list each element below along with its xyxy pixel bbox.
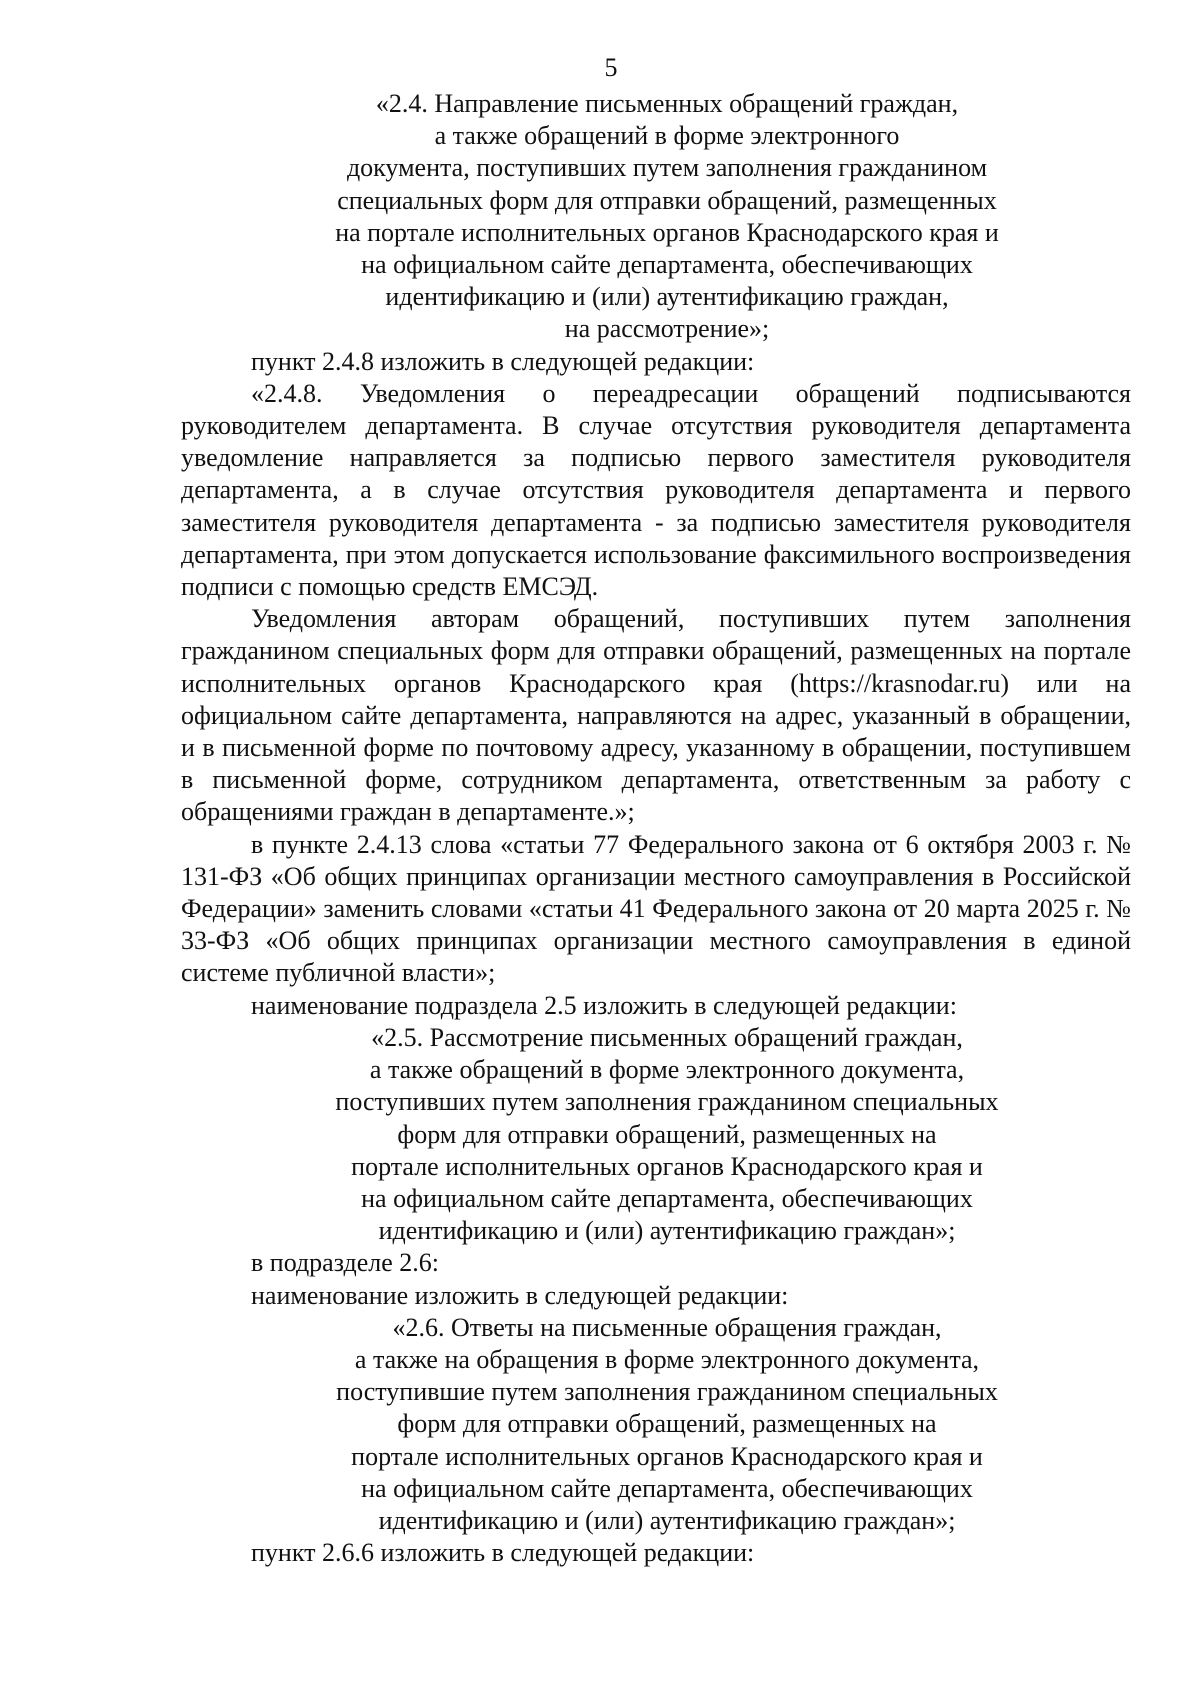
heading-line: идентификацию и (или) аутентификацию граждан, bbox=[385, 282, 949, 312]
heading-line: на портале исполнительных органов Краснодарского края и bbox=[335, 217, 999, 247]
heading-line: «2.6. Ответы на письменные обращения граждан, bbox=[392, 1312, 942, 1342]
heading-line: на официальном сайте департамента, обеспечивающих bbox=[361, 250, 973, 280]
heading-line: а также на обращения в форме электронного документа, bbox=[354, 1344, 980, 1374]
heading-line: поступивших путем заполнения гражданином специальных bbox=[335, 1087, 999, 1117]
heading-line: на официальном сайте департамента, обеспечивающих bbox=[361, 1183, 973, 1213]
body-paragraph: в пункте 2.4.13 слова «статьи 77 Федерального закона от 6 октября 2003 г. № 131-ФЗ «Об общих принципах организации местного самоуправления в Российской Федерации» заменить словами «статьи 41 Федерального закона от 20 марта 2025 г. № 33-ФЗ «Об общих принципах организации местного самоуправления в единой системе публичной власти»; bbox=[181, 829, 1131, 988]
body-paragraph: Уведомления авторам обращений, поступивших путем заполнения гражданином специальных форм для отправки обращений, размещенных на портале исполнительных органов Краснодарского края (https://krasnodar.ru) или на официальном сайте департамента, направляются на адрес, указанный в обращении, и в письменной форме по почтовому адресу, указанному в обращении, поступившем в письменной форме, сотрудником департамента, ответственным за работу с обращениями граждан в департаменте.»; bbox=[181, 604, 1131, 827]
page-number: 5 bbox=[604, 53, 618, 82]
heading-line: на рассмотрение»; bbox=[564, 314, 770, 344]
instruction-paragraph: пункт 2.6.6 изложить в следующей редакции: bbox=[251, 1538, 755, 1568]
heading-line: «2.4. Направление письменных обращений граждан, bbox=[375, 89, 959, 118]
section-heading-2-4 bbox=[181, 88, 1131, 346]
heading-line: портале исполнительных органов Краснодарского края и bbox=[351, 1441, 983, 1471]
heading-line: «2.5. Рассмотрение письменных обращений граждан, bbox=[371, 1022, 963, 1052]
heading-line: поступившие путем заполнения гражданином специальных bbox=[336, 1377, 998, 1407]
heading-line: документа, поступивших путем заполнения гражданином bbox=[346, 153, 988, 183]
instruction-paragraph: наименование подраздела 2.5 изложить в следующей редакции: bbox=[251, 990, 957, 1020]
body-paragraph: «2.4.8. Уведомления о переадресации обращений подписываются руководителем департамента. В случае отсутствия руководителя департамента уведомление направляется за подписью первого заместителя руководителя департамента, а в случае отсутствия руководителя департамента и первого заместителя руководителя департамента - за подписью заместителя руководителя департамента, при этом допускается использование факсимильного воспроизведения подписи с помощью средств ЕМСЭД. bbox=[181, 378, 1131, 602]
instruction-paragraph: в подразделе 2.6: bbox=[251, 1248, 440, 1278]
heading-line: а также обращений в форме электронного документа, bbox=[369, 1055, 965, 1085]
heading-line: портале исполнительных органов Краснодарского края и bbox=[351, 1151, 983, 1181]
instruction-paragraph: пункт 2.4.8 изложить в следующей редакции: bbox=[251, 346, 755, 376]
heading-line: форм для отправки обращений, размещенных на bbox=[397, 1119, 937, 1149]
heading-line: на официальном сайте департамента, обеспечивающих bbox=[361, 1473, 973, 1503]
document-body bbox=[181, 88, 1131, 1569]
section-heading-2-6 bbox=[181, 1312, 1131, 1537]
heading-line: идентификацию и (или) аутентификацию граждан»; bbox=[378, 1505, 956, 1535]
section-heading-2-5 bbox=[181, 1022, 1131, 1247]
heading-line: специальных форм для отправки обращений, размещенных bbox=[337, 185, 997, 215]
instruction-paragraph: наименование изложить в следующей редакции: bbox=[251, 1280, 789, 1310]
heading-line: идентификацию и (или) аутентификацию граждан»; bbox=[378, 1216, 956, 1246]
heading-line: форм для отправки обращений, размещенных на bbox=[397, 1409, 937, 1439]
heading-line: а также обращений в форме электронного bbox=[434, 121, 900, 151]
